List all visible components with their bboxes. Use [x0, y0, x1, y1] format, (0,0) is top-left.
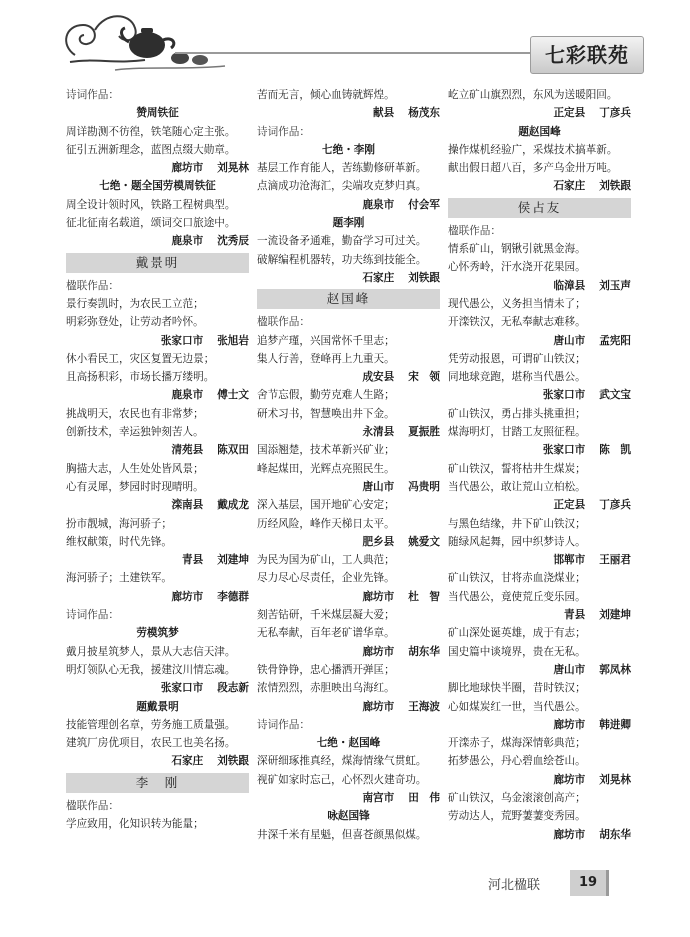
verse-line: 基层工作育能人，苦练勤修研革新。: [257, 162, 427, 175]
verse-line: 学应致用，化知识转为能量；: [66, 817, 204, 830]
verse-line: 当代愚公，竟使荒丘变乐园。: [448, 590, 586, 603]
text-column-3: [448, 86, 631, 844]
author-name: 陈双田: [217, 444, 249, 457]
author-signature: [257, 423, 440, 441]
verse-line: 苦而无言，倾心血铸就辉煌。: [257, 89, 395, 101]
poem-title: 赞周铁征: [136, 107, 179, 120]
author-name: 傅士文: [217, 389, 249, 402]
author-name: 陈 凯: [599, 444, 631, 457]
author-signature: [448, 441, 631, 459]
author-city: 石家庄: [362, 271, 395, 284]
author-city: 廊坊市: [362, 645, 395, 658]
author-name: 孟宪阳: [599, 334, 631, 347]
author-signature: [257, 698, 440, 716]
verse-line: 建筑厂房优项目，农民工也美名扬。: [66, 737, 236, 750]
verse-line: 现代愚公，义务担当情未了；: [448, 297, 586, 310]
verse-line: 征引五洲新理念，蓝图点缀大勋章。: [66, 143, 236, 156]
verse-line: 井深千米有星魁，但喜苍颜黑似煤。: [257, 828, 427, 841]
author-city: 临漳县: [553, 279, 586, 292]
verse-line: 铁骨铮铮，忠心播洒开弹匡；: [257, 663, 395, 676]
author-city: 青县: [182, 554, 204, 567]
author-signature: [66, 232, 249, 250]
poem-title: 题戴景明: [136, 700, 179, 713]
author-signature: [257, 368, 440, 386]
author-city: 鹿泉市: [362, 198, 395, 211]
verse-line: 开滦铁汉，无私奉献志难移。: [448, 316, 586, 329]
verse-line: 操作煤机经验广，采煤技术搞革新。: [448, 143, 618, 156]
verse-line: 浓情烈烈，赤胆映出乌海红。: [257, 682, 395, 695]
verse-line: 峰起煤田，光辉点亮照民生。: [257, 462, 395, 475]
author-city: 正定县: [553, 107, 586, 120]
verse-line: 矿山铁汉，乌金滚滚创高产；: [448, 791, 586, 804]
category-label: 诗词作品：: [66, 609, 119, 622]
poem-title: 七绝・赵国峰: [316, 737, 381, 750]
poem-title: 题李刚: [332, 217, 365, 230]
verse-line: 景行奏凯时，为农民工立范；: [66, 297, 204, 310]
verse-line: 心怀秀岭，汗水浇开花果园。: [448, 261, 586, 274]
verse-line: 尽力尽心尽责任，企业先锋。: [257, 572, 395, 585]
magazine-name: 河北楹联: [488, 878, 541, 893]
section-title-badge: 七彩联苑: [530, 36, 644, 74]
honoree-name-bar: 李 刚: [66, 773, 249, 793]
author-name: 田 伟: [408, 791, 440, 804]
author-city: 鹿泉市: [171, 389, 204, 402]
author-name: 刘玉声: [599, 279, 631, 292]
category-label: 楹联作品：: [448, 224, 501, 237]
poem-title: 咏赵国锋: [327, 810, 370, 823]
verse-line: 周详勘测不彷徨，铁笔随心定主张。: [66, 125, 236, 138]
poem-title: 七绝・题全国劳模周铁征: [99, 180, 216, 193]
author-city: 献县: [373, 107, 395, 120]
verse-line: 同地球竞跑，堪称当代愚公。: [448, 371, 586, 384]
author-city: 石家庄: [171, 755, 204, 768]
author-city: 永清县: [362, 426, 395, 439]
verse-line: 与黑色结缘，井下矿山铁汉；: [448, 517, 586, 530]
author-signature: [448, 104, 631, 122]
author-name: 丁彦兵: [599, 107, 631, 120]
verse-line: 点滴成功沧海汇，尖端攻克梦归真。: [257, 180, 427, 193]
page-footer: [488, 870, 628, 896]
author-name: 胡东华: [408, 645, 440, 658]
author-city: 邯郸市: [553, 554, 586, 567]
author-name: 王丽君: [599, 554, 631, 567]
author-city: 成安县: [362, 371, 395, 384]
verse-line: 随绿风起舞，园中织梦诗人。: [448, 535, 586, 548]
author-city: 廊坊市: [362, 590, 395, 603]
verse-line: 创新技术，幸运独钟刻苦人。: [66, 426, 204, 439]
page-header: [0, 0, 690, 82]
author-name: 段志新: [217, 682, 249, 695]
category-label: 楹联作品：: [66, 279, 119, 292]
verse-line: 矿山铁汉，誓将枯井生煤炭；: [448, 462, 586, 475]
verse-line: 脚比地球快半圈，昔时铁汉；: [448, 682, 586, 695]
verse-line: 追梦产瑾，兴国常怀千里志；: [257, 334, 395, 347]
honoree-name-bar: 侯占友: [448, 198, 631, 218]
author-name: 姚爱文: [408, 535, 440, 548]
verse-line: 矿山深处诞英雄，成于有志；: [448, 627, 586, 640]
author-signature: [66, 752, 249, 770]
author-name: 王海波: [408, 700, 440, 713]
author-name: 沈秀辰: [217, 235, 249, 248]
author-signature: [66, 441, 249, 459]
author-city: 廊坊市: [171, 162, 204, 175]
verse-line: 心有灵犀，梦园时时现晴明。: [66, 480, 204, 493]
author-city: 唐山市: [553, 663, 586, 676]
author-city: 廊坊市: [553, 773, 586, 786]
author-name: 刘晃林: [217, 162, 249, 175]
author-signature: [448, 606, 631, 624]
verse-line: 拓梦愚公，丹心碧血绘苍山。: [448, 755, 586, 768]
author-city: 清苑县: [171, 444, 204, 457]
verse-line: 无私奉献，百年老矿谱华章。: [257, 627, 395, 640]
verse-line: 一流设备矛通难，勤奋学习可过关。: [257, 235, 427, 248]
author-name: 刘铁跟: [599, 180, 631, 193]
category-label: 诗词作品：: [257, 125, 310, 138]
poem-title: 劳模筑梦: [136, 627, 179, 640]
author-city: 唐山市: [362, 480, 395, 493]
verse-line: 深入基层，国开地矿心安定；: [257, 499, 395, 512]
author-city: 肥乡县: [362, 535, 395, 548]
author-city: 张家口市: [160, 334, 204, 347]
category-label: 诗词作品：: [66, 89, 119, 101]
author-name: 李德群: [217, 590, 249, 603]
author-city: 张家口市: [542, 444, 586, 457]
author-city: 鹿泉市: [171, 235, 204, 248]
author-name: 刘建坤: [599, 609, 631, 622]
author-name: 郭凤林: [599, 663, 631, 676]
author-city: 青县: [564, 609, 586, 622]
author-name: 张旭岩: [217, 334, 249, 347]
author-name: 夏振胜: [408, 426, 440, 439]
author-city: 张家口市: [542, 389, 586, 402]
verse-line: 当代愚公，敢让荒山立柏松。: [448, 480, 586, 493]
author-signature: [257, 789, 440, 807]
text-column-1: [66, 86, 249, 833]
verse-line: 心如煤炭红一世，当代愚公。: [448, 700, 586, 713]
verse-line: 胸描大志，人生处处皆风景；: [66, 462, 204, 475]
verse-line: 视矿如家时忘己，心怀烈火建奇功。: [257, 773, 427, 786]
author-signature: [448, 332, 631, 350]
author-city: 廊坊市: [171, 590, 204, 603]
verse-line: 研术习书，智慧唤出井下金。: [257, 407, 395, 420]
author-signature: [448, 277, 631, 295]
verse-line: 破解编程机器转，功夫练到技能全。: [257, 253, 427, 266]
author-signature: [448, 826, 631, 844]
text-column-2: [257, 86, 440, 844]
author-city: 滦南县: [171, 499, 204, 512]
author-city: 廊坊市: [362, 700, 395, 713]
category-label: 楹联作品：: [66, 799, 119, 812]
author-signature: [257, 269, 440, 287]
verse-line: 且高扬积彩，市场长播万缕明。: [66, 371, 215, 384]
verse-line: 刻苦钻研，千米煤层凝大爱；: [257, 609, 395, 622]
author-signature: [257, 533, 440, 551]
author-city: 唐山市: [553, 334, 586, 347]
author-city: 石家庄: [553, 180, 586, 193]
verse-line: 开滦赤子，煤海深情彰典范；: [448, 737, 586, 750]
author-city: 正定县: [553, 499, 586, 512]
author-signature: [66, 496, 249, 514]
verse-line: 维权献策，时代先锋。: [66, 535, 172, 548]
author-signature: [257, 588, 440, 606]
author-name: 刘晃林: [599, 773, 631, 786]
author-signature: [448, 496, 631, 514]
verse-line: 挑战明天，农民也有非常梦；: [66, 407, 204, 420]
verse-line: 明灯领队心无我，援建汶川情忘魂。: [66, 663, 236, 676]
author-city: 南宫市: [362, 791, 395, 804]
author-name: 刘铁跟: [217, 755, 249, 768]
author-name: 胡东华: [599, 828, 631, 841]
author-city: 廊坊市: [553, 718, 586, 731]
author-signature: [257, 196, 440, 214]
verse-line: 劳动达人，荒野萋萋变秀园。: [448, 810, 586, 823]
author-signature: [66, 588, 249, 606]
verse-line: 情系矿山，钢锹引就黑金海。: [448, 243, 586, 256]
author-name: 刘建坤: [217, 554, 249, 567]
verse-line: 凭劳动报恩，可谓矿山铁汉；: [448, 352, 586, 365]
verse-line: 休小看民工，灾区复置无边景；: [66, 352, 215, 365]
verse-line: 扮市靓城，海河骄子；: [66, 517, 172, 530]
verse-line: 集人行善，登峰再上九重天。: [257, 352, 395, 365]
verse-line: 征北征南名载道，颂词交口旅途中。: [66, 217, 236, 230]
author-city: 廊坊市: [553, 828, 586, 841]
verse-line: 戴月披星筑梦人，景从大志信天津。: [66, 645, 236, 658]
author-name: 冯贵明: [408, 480, 440, 493]
verse-line: 煤海明灯，甘踏工友照征程。: [448, 426, 586, 439]
author-name: 宋 领: [408, 371, 440, 384]
poem-title: 七绝・李刚: [322, 143, 375, 156]
verse-line: 历经风险，峰作天梯日太平。: [257, 517, 395, 530]
author-signature: [66, 551, 249, 569]
honoree-name-bar: 戴景明: [66, 253, 249, 273]
verse-line: 舍节忘假，勤劳克难人生路；: [257, 389, 395, 402]
verse-line: 周全设计领时风，铁路工程树典型。: [66, 198, 236, 211]
author-signature: [448, 551, 631, 569]
verse-line: 为民为国为矿山，工人典范；: [257, 554, 395, 567]
author-signature: [448, 716, 631, 734]
author-name: 杜 智: [408, 590, 440, 603]
honoree-name-bar: 赵国峰: [257, 289, 440, 309]
verse-line: 国史篇中谈境界，贵在无私。: [448, 645, 586, 658]
verse-line: 屹立矿山旗烈烈，东风为送暖阳回。: [448, 89, 618, 101]
category-label: 楹联作品：: [257, 316, 310, 329]
verse-line: 明彩弥登处，让劳动者吟怀。: [66, 316, 204, 329]
author-name: 丁彦兵: [599, 499, 631, 512]
verse-line: 矿山铁汉，勇占排头挑重担；: [448, 407, 586, 420]
author-signature: [448, 661, 631, 679]
author-signature: [66, 679, 249, 697]
verse-line: 技能管理创名章，劳务施工质量强。: [66, 718, 236, 731]
ink-cloud-teapot-ornament-icon: [55, 0, 230, 82]
author-signature: [66, 332, 249, 350]
verse-line: 海河骄子；土建铁军。: [66, 572, 172, 585]
author-city: 张家口市: [160, 682, 204, 695]
author-signature: [448, 386, 631, 404]
author-signature: [257, 643, 440, 661]
verse-line: 献出假日超八百，多产乌金卅万吨。: [448, 162, 618, 175]
author-signature: [66, 386, 249, 404]
author-signature: [448, 177, 631, 195]
page-number: 19: [570, 870, 609, 896]
author-name: 刘铁跟: [408, 271, 440, 284]
author-signature: [257, 478, 440, 496]
author-name: 杨茂东: [408, 107, 440, 120]
poem-title: 题赵国峰: [518, 125, 561, 138]
verse-line: 矿山铁汉，甘将赤血浇煤业；: [448, 572, 586, 585]
verse-line: 深研细琢推真经，煤海情缘气贯虹。: [257, 755, 427, 768]
author-name: 付会军: [408, 198, 440, 211]
author-signature: [257, 104, 440, 122]
author-signature: [448, 771, 631, 789]
author-signature: [66, 159, 249, 177]
verse-line: 国添翘楚，技术革新兴矿业；: [257, 444, 395, 457]
author-name: 武文宝: [599, 389, 631, 402]
author-name: 韩进卿: [599, 718, 631, 731]
header-rule: [175, 52, 535, 54]
author-name: 戴成龙: [217, 499, 249, 512]
category-label: 诗词作品：: [257, 718, 310, 731]
